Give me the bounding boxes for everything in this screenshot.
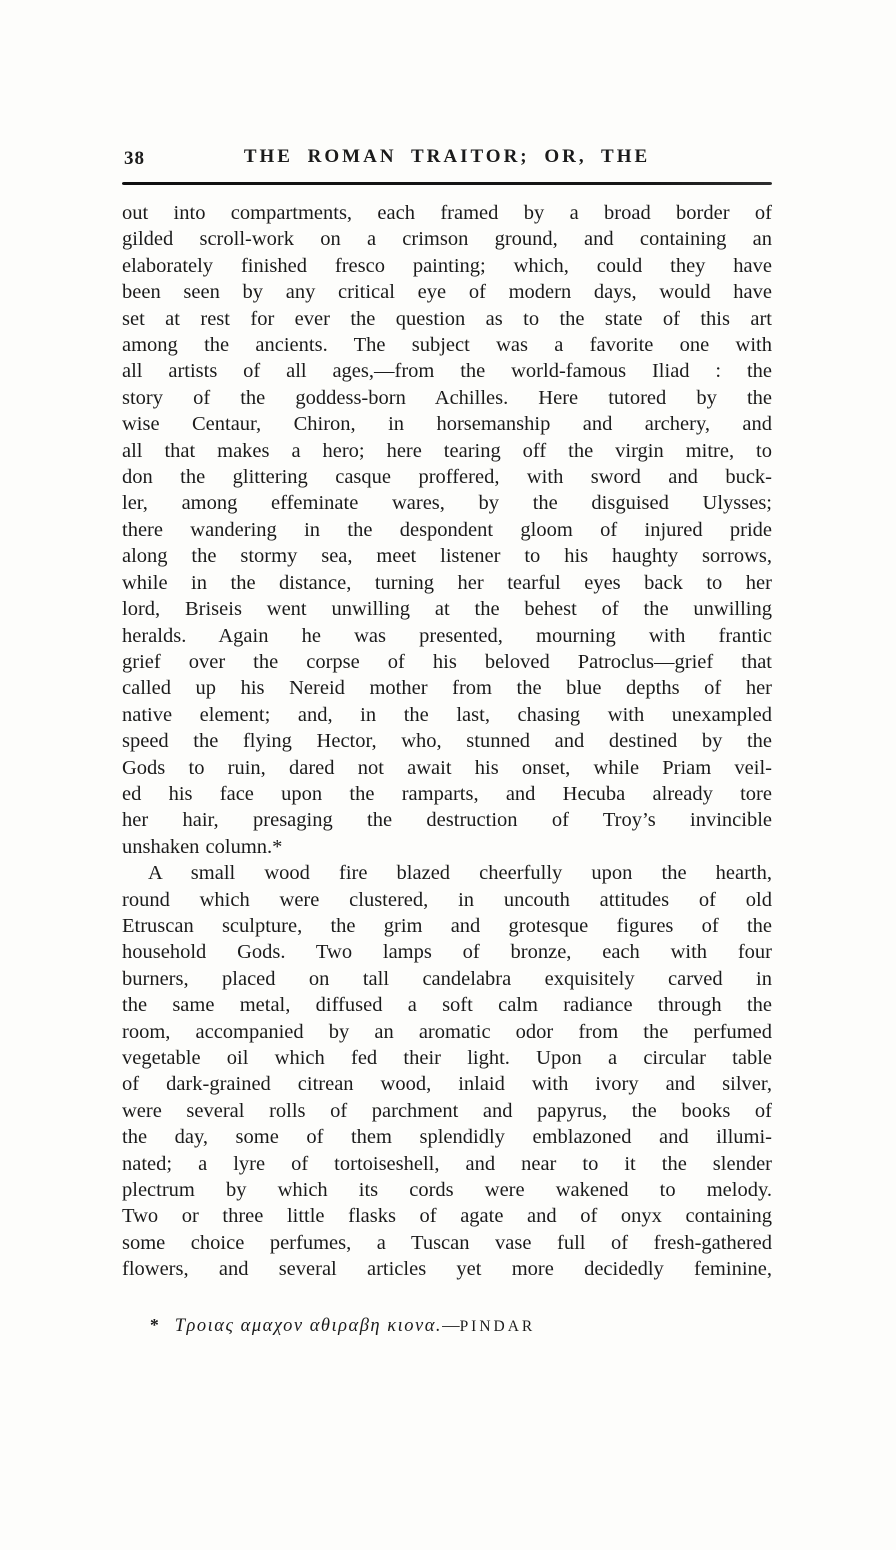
text-line: along the stormy sea, meet listener to his haughty sorrows, bbox=[122, 545, 772, 568]
text-line: burners, placed on tall candelabra exquisitely carved in bbox=[122, 967, 772, 990]
text-line: room, accompanied by an aromatic odor from the perfumed bbox=[122, 1020, 772, 1043]
footnote-marker: * bbox=[150, 1314, 159, 1335]
text-line: ed his face upon the ramparts, and Hecuba already tore bbox=[122, 782, 772, 805]
text-line: some choice perfumes, a Tuscan vase full of fresh-gathered bbox=[122, 1231, 772, 1254]
text-line: while in the distance, turning her tearful eyes back to her bbox=[122, 571, 772, 594]
paragraph-2 bbox=[122, 860, 772, 1283]
text-line: out into compartments, each framed by a broad border of bbox=[122, 202, 772, 224]
text-line: grief over the corpse of his beloved Patroclus—grief that bbox=[122, 650, 772, 673]
text-line: her hair, presaging the destruction of Troy’s invincible bbox=[122, 809, 772, 832]
text-line: nated; a lyre of tortoiseshell, and near to it the slender bbox=[122, 1152, 772, 1175]
footnote-dash: — bbox=[442, 1314, 460, 1335]
text-line: the same metal, diffused a soft calm radiance through the bbox=[122, 994, 772, 1017]
text-line: ler, among effeminate wares, by the disguised Ulysses; bbox=[122, 492, 772, 515]
text-line: plectrum by which its cords were wakened to melody. bbox=[122, 1179, 772, 1202]
header-rule bbox=[122, 182, 772, 185]
text-line: Etruscan sculpture, the grim and grotesque figures of the bbox=[122, 914, 772, 937]
page-number: 38 bbox=[124, 148, 145, 169]
text-line: gilded scroll-work on a crimson ground, and containing an bbox=[122, 228, 772, 251]
text-line: speed the flying Hector, who, stunned and destined by the bbox=[122, 730, 772, 753]
text-line: wise Centaur, Chiron, in horsemanship and archery, and bbox=[122, 413, 772, 436]
text-line: all that makes a hero; here tearing off the virgin mitre, to bbox=[122, 439, 772, 462]
text-line: flowers, and several articles yet more decidedly feminine, bbox=[122, 1258, 772, 1281]
text-line: all artists of all ages,—from the world-famous Iliad : the bbox=[122, 360, 772, 383]
text-line: heralds. Again he was presented, mourning with frantic bbox=[122, 624, 772, 647]
footnote bbox=[122, 1315, 772, 1337]
running-title: THE ROMAN TRAITOR; OR, THE bbox=[243, 146, 651, 167]
text-line: set at rest for ever the question as to the state of this art bbox=[122, 307, 772, 330]
text-line: among the ancients. The subject was a favorite one with bbox=[122, 334, 772, 357]
text-line: A small wood fire blazed cheerfully upon the hearth, bbox=[148, 862, 772, 885]
text-line: story of the goddess-born Achilles. Here tutored by the bbox=[122, 386, 772, 409]
text-line: Gods to ruin, dared not await his onset, while Priam veil- bbox=[122, 756, 772, 779]
text-line: were several rolls of parchment and papyrus, the books of bbox=[122, 1099, 772, 1122]
page-header bbox=[122, 146, 772, 174]
text-line: been seen by any critical eye of modern days, would have bbox=[122, 281, 772, 304]
text-line: unshaken column.* bbox=[122, 835, 283, 858]
text-line: household Gods. Two lamps of bronze, each with four bbox=[122, 941, 772, 964]
text-line: the day, some of them splendidly emblazoned and illumi- bbox=[122, 1126, 772, 1149]
text-line: round which were clustered, in uncouth attitudes of old bbox=[122, 888, 772, 911]
text-line: lord, Briseis went unwilling at the behest of the unwilling bbox=[122, 598, 772, 621]
book-page bbox=[122, 146, 772, 1337]
text-line: don the glittering casque proffered, with sword and buck- bbox=[122, 466, 772, 489]
text-line: elaborately finished fresco painting; which, could they have bbox=[122, 254, 772, 277]
footnote-greek-quote: Τροιας αμαχον αθιραβη κιονα. bbox=[174, 1315, 443, 1336]
text-line: there wandering in the despondent gloom of injured pride bbox=[122, 518, 772, 541]
text-line: called up his Nereid mother from the blue depths of her bbox=[122, 677, 772, 700]
text-line: native element; and, in the last, chasing with unexampled bbox=[122, 703, 772, 726]
text-block bbox=[122, 200, 772, 1283]
paragraph-1 bbox=[122, 200, 772, 860]
text-line: of dark-grained citrean wood, inlaid with ivory and silver, bbox=[122, 1073, 772, 1096]
text-line: vegetable oil which fed their light. Upon a circular table bbox=[122, 1047, 772, 1069]
text-line: Two or three little flasks of agate and of onyx containing bbox=[122, 1205, 772, 1228]
footnote-attribution: PINDAR bbox=[459, 1317, 536, 1335]
